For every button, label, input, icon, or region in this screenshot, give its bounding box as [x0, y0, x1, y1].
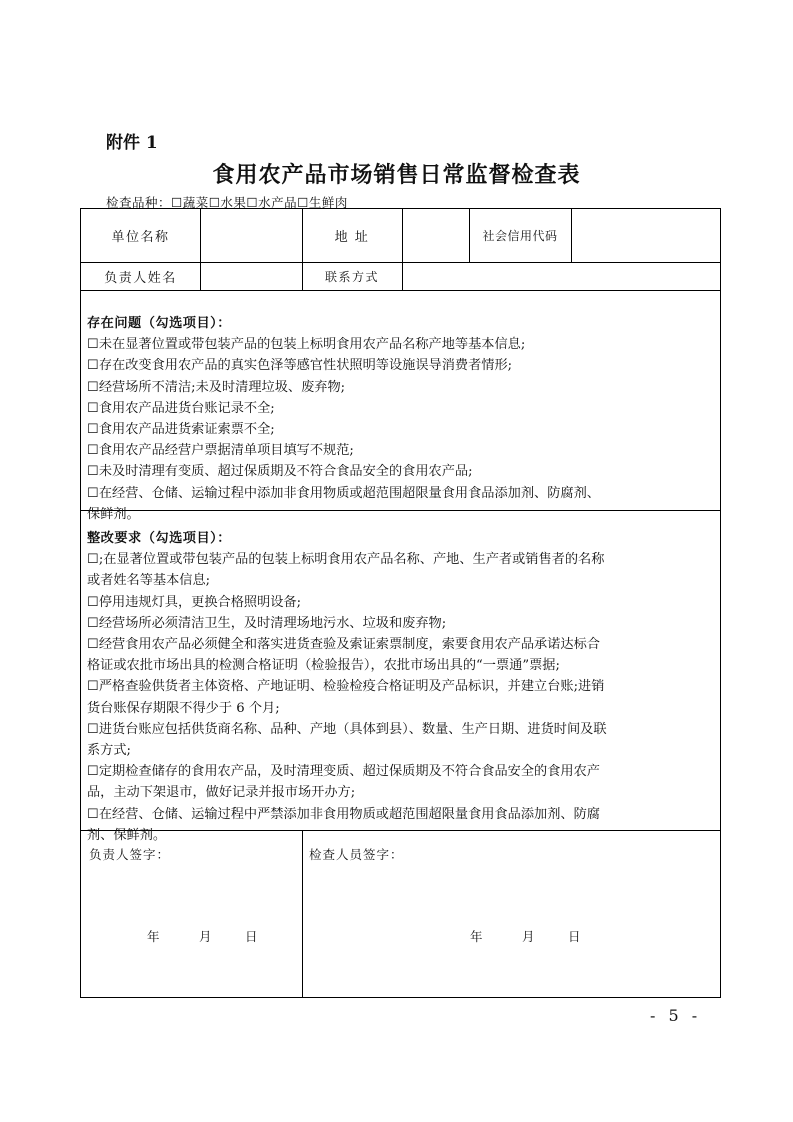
requirement-item[interactable]: ☐经营场所必须清洁卫生，及时清理场地污水、垃圾和废弃物; — [87, 615, 447, 631]
requirement-item-continuation: 或者姓名等基本信息; — [87, 573, 211, 589]
responsible-signature-date[interactable] — [147, 927, 258, 945]
attachment-label: 附件 1 — [106, 133, 158, 153]
requirement-item[interactable]: ☐严格查验供货者主体资格、产地证明、检验检疫合格证明及产品标识，并建立台账;进销 — [87, 679, 605, 695]
responsible-person-label: 负责人姓名 — [104, 270, 177, 286]
requirement-item[interactable]: ☐定期检查储存的食用农产品，及时清理变质、超过保质期及不符合食品安全的食用农产 — [87, 764, 600, 780]
form-title: 食用农产品市场销售日常监督检查表 — [212, 162, 581, 188]
date-month-label: 月 — [522, 929, 535, 944]
problem-item[interactable]: ☐食用农产品经营户票据清单项目填写不规范; — [87, 443, 354, 459]
problem-item[interactable]: ☐存在改变食用农产品的真实色泽等感官性状照明等设施误导消费者情形; — [87, 358, 513, 374]
inspection-types: 检查品种：☐蔬菜☐水果☐水产品☐生鲜肉 — [106, 195, 348, 210]
page-number: - 5 - — [650, 1006, 702, 1025]
date-year-label: 年 — [147, 929, 160, 944]
date-day-label: 日 — [245, 929, 258, 944]
inspector-signature-date[interactable] — [470, 927, 581, 945]
problem-item[interactable]: ☐食用农产品进货索证索票不全; — [87, 422, 275, 438]
address-label: 地 址 — [334, 230, 370, 245]
requirement-item-continuation: 品，主动下架退市，做好记录并报市场开办方; — [87, 785, 356, 801]
requirement-item[interactable]: ☐经营食用农产品必须健全和落实进货查验及索证索票制度，索要食用农产品承诺达标合 — [87, 637, 600, 653]
problem-item[interactable]: ☐经营场所不清洁;未及时清理垃圾、废弃物; — [87, 379, 346, 395]
problem-item[interactable]: ☐未及时清理有变质、超过保质期及不符合食品安全的食用农产品; — [87, 464, 473, 480]
problem-item[interactable]: ☐未在显著位置或带包装产品的包装上标明食用农产品名称产地等基本信息; — [87, 337, 526, 353]
row-divider — [81, 290, 720, 291]
requirement-item-continuation: 格证或农批市场出具的检测合格证明（检验报告），农批市场出具的“一票通”票据; — [87, 658, 560, 674]
column-divider — [302, 830, 303, 998]
problem-item[interactable]: ☐在经营、仓储、运输过程中添加非食用物质或超范围超限量食用食品添加剂、防腐剂、 — [87, 485, 600, 501]
requirement-item[interactable]: ☐在经营、仓储、运输过程中严禁添加非食用物质或超范围超限量食用食品添加剂、防腐 — [87, 806, 600, 822]
requirement-item[interactable]: ☐停用违规灯具，更换合格照明设备; — [87, 594, 302, 610]
requirements-heading: 整改要求（勾选项目）： — [87, 531, 231, 546]
problems-heading: 存在问题（勾选项目）： — [87, 316, 231, 331]
requirement-item-continuation: 系方式; — [87, 743, 132, 759]
requirement-item-continuation: 剂、保鲜剂。 — [87, 827, 167, 843]
requirements-section — [87, 528, 714, 846]
requirement-item[interactable]: ☐进货台账应包括供货商名称、品种、产地（具体到县）、数量、生产日期、进货时间及联 — [87, 721, 607, 737]
credit-code-field[interactable] — [571, 209, 721, 262]
date-year-label: 年 — [470, 929, 483, 944]
unit-name-label: 单位名称 — [111, 230, 170, 245]
responsible-signature-label: 负责人签字： — [89, 847, 171, 862]
requirement-item-continuation: 货台账保存期限不得少于 6 个月; — [87, 700, 280, 716]
responsible-person-field[interactable] — [200, 262, 302, 290]
credit-code-label: 社会信用代码 — [482, 229, 558, 243]
inspector-signature-label: 检查人员签字： — [309, 847, 404, 862]
date-day-label: 日 — [568, 929, 581, 944]
requirement-item[interactable]: ☐;在显著位置或带包装产品的包装上标明食用农产品名称、产地、生产者或销售者的名称 — [87, 552, 605, 568]
address-field[interactable] — [402, 209, 469, 262]
inspection-form-table — [80, 208, 721, 998]
contact-label: 联系方式 — [324, 269, 379, 284]
date-month-label: 月 — [199, 929, 212, 944]
problems-section — [87, 313, 714, 525]
problem-item-continuation: 保鲜剂。 — [87, 506, 140, 522]
problem-item[interactable]: ☐食用农产品进货台账记录不全; — [87, 400, 275, 416]
unit-name-field[interactable] — [200, 209, 302, 262]
contact-field[interactable] — [402, 262, 721, 290]
